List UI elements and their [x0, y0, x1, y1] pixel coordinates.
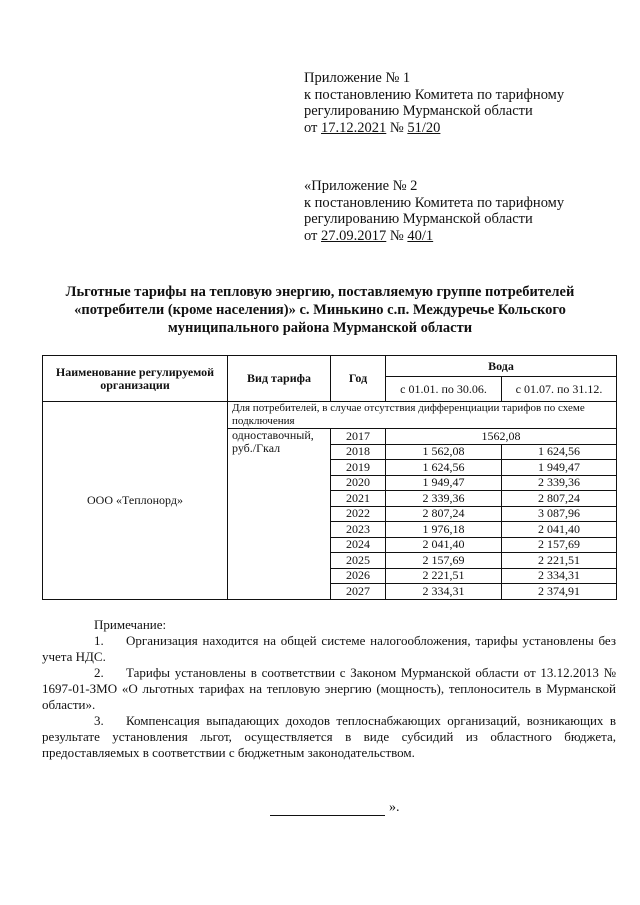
value-period-2: 2 221,51	[502, 553, 617, 569]
value-period-1: 2 807,24	[386, 506, 502, 522]
value-period-1: 2 221,51	[386, 568, 502, 584]
year-cell: 2027	[331, 584, 386, 600]
value-period-1: 1 562,08	[386, 444, 502, 460]
note-number: 2.	[94, 665, 104, 680]
document-title	[30, 283, 610, 337]
year-cell: 2018	[331, 444, 386, 460]
note-item-1	[42, 633, 616, 665]
appendix-1-number: 51/20	[407, 119, 441, 136]
value-cell-merged: 1562,08	[386, 429, 617, 445]
appendix-1-date: 17.12.2021	[321, 119, 387, 136]
appendix-2-number: 40/1	[407, 227, 434, 244]
appendix-1-header	[304, 70, 624, 136]
appendix-2-num-prefix: №	[386, 227, 408, 244]
value-period-2: 2 157,69	[502, 537, 617, 553]
value-period-1: 2 041,40	[386, 537, 502, 553]
value-period-2: 2 041,40	[502, 522, 617, 538]
appendix-1-line3: регулированию Мурманской области	[304, 103, 533, 119]
appendix-1-line2: к постановлению Комитета по тарифному	[304, 86, 565, 103]
note-text: Компенсация выпадающих доходов теплоснабжающих организаций, возникающих в результате установления льгот, осуществляется в виде субсидий из областного бюджета, предоставляемых в соответствии с бюджетным законодательством.	[42, 713, 616, 760]
value-period-1: 1 976,18	[386, 522, 502, 538]
value-period-2: 3 087,96	[502, 506, 617, 522]
year-cell: 2026	[331, 568, 386, 584]
value-period-1: 2 339,36	[386, 491, 502, 507]
year-cell: 2022	[331, 506, 386, 522]
value-period-1: 2 334,31	[386, 584, 502, 600]
appendix-2-date-line	[304, 228, 624, 245]
note-item-3	[42, 713, 616, 761]
consumer-note: Для потребителей, в случае отсутствия дифференциации тарифов по схеме подключения	[228, 402, 617, 429]
appendix-1-line1: Приложение № 1	[304, 70, 411, 86]
note-number: 3.	[94, 713, 104, 728]
header-tariff-type: Вид тарифа	[228, 356, 331, 402]
value-period-1: 1 949,47	[386, 475, 502, 491]
closing-quote: ».	[389, 800, 400, 815]
closing-line	[270, 800, 400, 816]
value-period-1: 1 624,56	[386, 460, 502, 476]
note-text: Тарифы установлены в соответствии с Законом Мурманской области от 13.12.2013 № 1697-01-ЗМО «О льготных тарифах на тепловую энергию (мощность), теплоноситель в Мурманской области».	[42, 665, 616, 712]
header-year: Год	[331, 356, 386, 402]
appendix-1-date-line	[304, 120, 624, 137]
value-period-1: 2 157,69	[386, 553, 502, 569]
note-number: 1.	[94, 633, 104, 648]
title-line2: «потребители (кроме населения)» с. Минькино с.п. Междуречье Кольского	[74, 302, 566, 318]
year-cell: 2024	[331, 537, 386, 553]
year-cell: 2019	[331, 460, 386, 476]
value-period-2: 2 339,36	[502, 475, 617, 491]
value-period-2: 1 624,56	[502, 444, 617, 460]
tariff-table	[42, 355, 617, 600]
year-cell: 2020	[331, 475, 386, 491]
appendix-2-date-prefix: от	[304, 227, 322, 244]
appendix-2-header	[304, 178, 624, 244]
year-cell: 2023	[331, 522, 386, 538]
appendix-2-line1: «Приложение № 2	[304, 178, 418, 194]
signature-underline	[270, 803, 385, 816]
year-cell: 2017	[331, 429, 386, 445]
appendix-2-date: 27.09.2017	[321, 227, 387, 244]
year-cell: 2021	[331, 491, 386, 507]
header-period-2: с 01.07. по 31.12.	[502, 377, 617, 402]
tariff-kind-cell: одноставочный, руб./Гкал	[228, 429, 331, 600]
notes-section	[42, 617, 616, 761]
appendix-2-line2: к постановлению Комитета по тарифному	[304, 194, 565, 211]
header-water: Вода	[386, 356, 617, 377]
appendix-2-line3: регулированию Мурманской области	[304, 211, 533, 227]
note-item-2	[42, 665, 616, 713]
header-period-1: с 01.01. по 30.06.	[386, 377, 502, 402]
title-line1: Льготные тарифы на тепловую энергию, поставляемую группе потребителей	[65, 284, 575, 300]
header-org: Наименование регулируемой организации	[43, 356, 228, 402]
appendix-1-num-prefix: №	[386, 119, 408, 136]
notes-label: Примечание:	[94, 617, 167, 632]
value-period-2: 2 334,31	[502, 568, 617, 584]
org-name-cell: ООО «Теплонорд»	[43, 402, 228, 600]
value-period-2: 2 374,91	[502, 584, 617, 600]
value-period-2: 2 807,24	[502, 491, 617, 507]
value-period-2: 1 949,47	[502, 460, 617, 476]
note-text: Организация находится на общей системе налогообложения, тарифы установлены без учета НДС.	[42, 633, 616, 664]
appendix-1-date-prefix: от	[304, 119, 322, 136]
year-cell: 2025	[331, 553, 386, 569]
title-line3: муниципального района Мурманской области	[167, 320, 473, 336]
